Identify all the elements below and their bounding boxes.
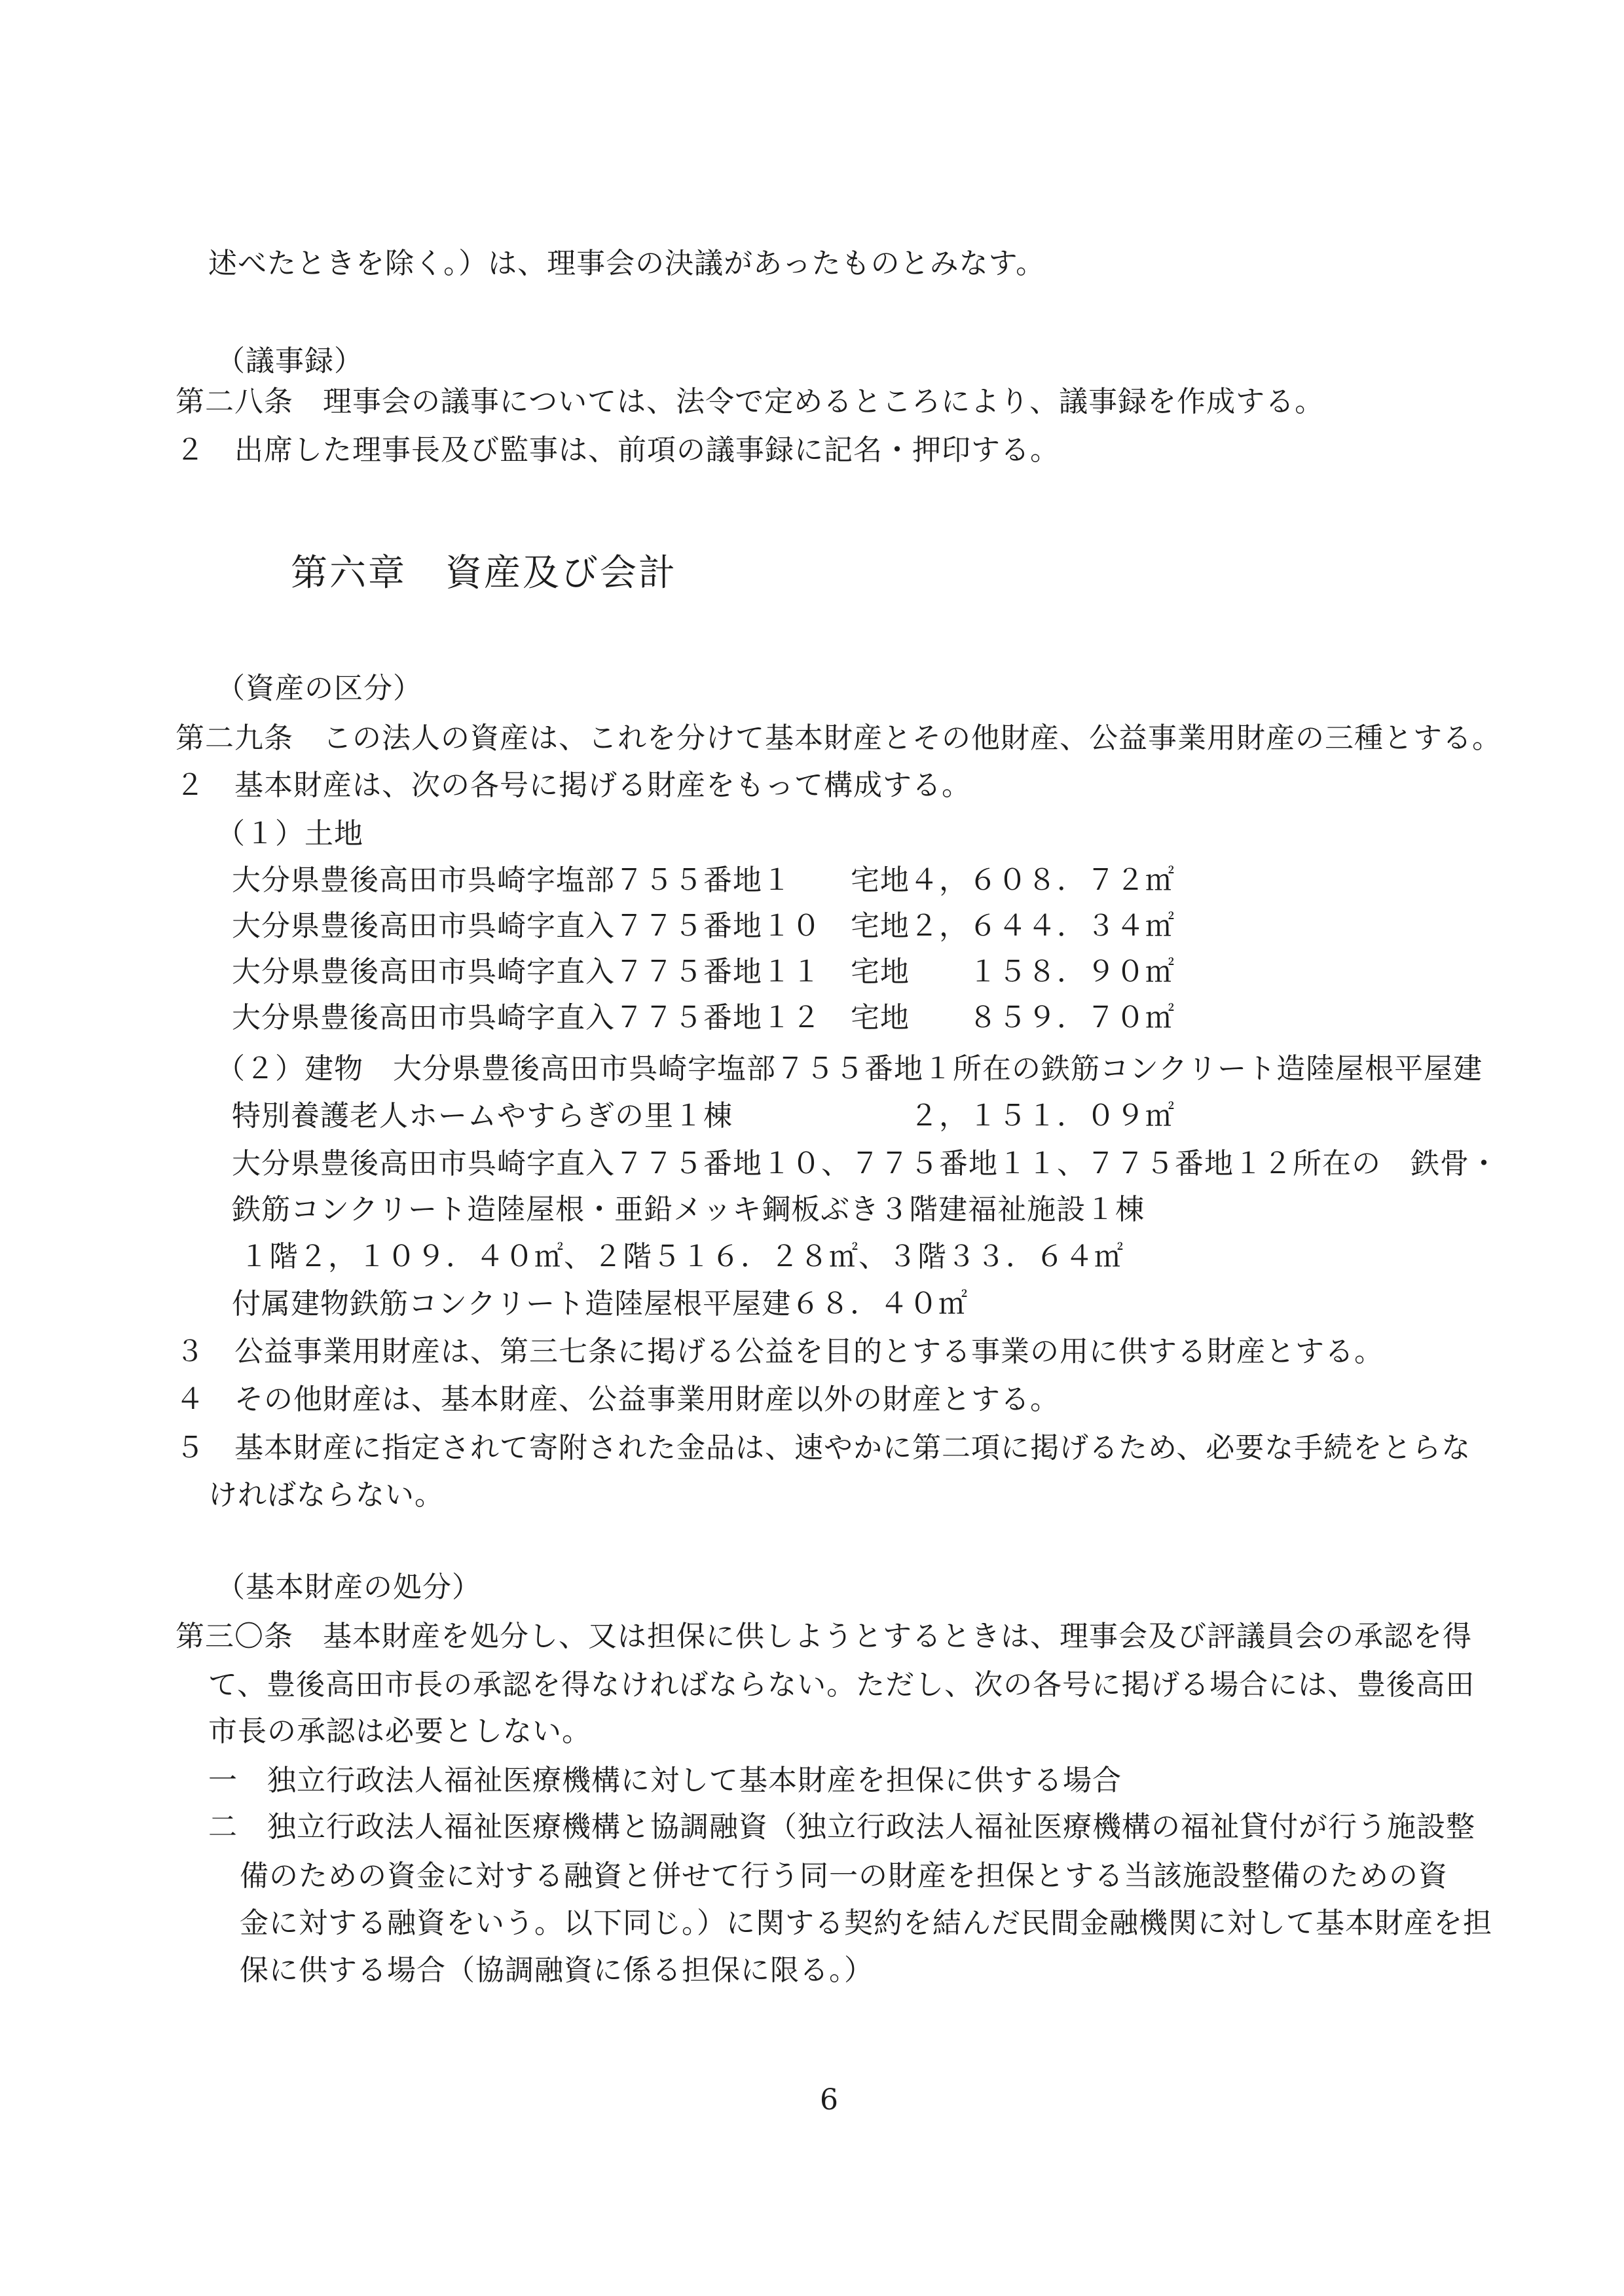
article-30-item-2-line-4: 保に供する場合（協調融資に係る担保に限る。） xyxy=(240,1954,874,1987)
item-building-heading: （２）建物 大分県豊後高田市呉崎字塩部７５５番地１所在の鉄筋コンクリート造陸屋根平屋建 xyxy=(216,1052,1483,1085)
continued-text-line: 述べたときを除く。）は、理事会の決議があったものとみなす。 xyxy=(208,247,1046,280)
article-heading-minutes: （議事録） xyxy=(216,344,363,378)
article-29-paragraph-2: ２ 基本財産は、次の各号に掲げる財産をもって構成する。 xyxy=(175,769,971,802)
article-28-paragraph-2: ２ 出席した理事長及び監事は、前項の議事録に記名・押印する。 xyxy=(175,433,1060,467)
article-30-item-2-line-3: 金に対する融資をいう。以下同じ。）に関する契約を結んだ民間金融機関に対して基本財産を担 xyxy=(240,1906,1492,1940)
land-entry-3: 大分県豊後高田市呉崎字直入７７５番地１１ 宅地 １５８．９０㎡ xyxy=(232,955,1175,989)
article-30-text-1: 第三〇条 基本財産を処分し、又は担保に供しようとするときは、理事会及び評議員会の承認を得 xyxy=(175,1620,1472,1653)
article-29-text: 第二九条 この法人の資産は、これを分けて基本財産とその他財産、公益事業用財産の三種とする。 xyxy=(175,721,1502,755)
item-land-heading: （１）土地 xyxy=(216,817,363,850)
article-30-item-2-line-2: 備のための資金に対する融資と併せて行う同一の財産を担保とする当該施設整備のための資 xyxy=(240,1859,1448,1893)
building-entry-1: 特別養護老人ホームやすらぎの里１棟 ２，１５１．０９㎡ xyxy=(232,1099,1175,1133)
article-29-paragraph-4: ４ その他財産は、基本財産、公益事業用財産以外の財産とする。 xyxy=(175,1383,1060,1416)
building-entry-2-address: 大分県豊後高田市呉崎字直入７７５番地１０、７７５番地１１、７７５番地１２所在の 鉄骨・ xyxy=(232,1147,1499,1180)
building-entry-2-structure: 鉄筋コンクリート造陸屋根・亜鉛メッキ鋼板ぶき３階建福祉施設１棟 xyxy=(232,1193,1145,1226)
article-30-item-2-line-1: 二 独立行政法人福祉医療機構と協調融資（独立行政法人福祉医療機構の福祉貸付が行う施設整 xyxy=(208,1810,1475,1844)
chapter-title: 第六章 資産及び会計 xyxy=(291,552,677,594)
article-heading-disposal: （基本財産の処分） xyxy=(216,1571,481,1604)
article-29-paragraph-3: ３ 公益事業用財産は、第三七条に掲げる公益を目的とする事業の用に供する財産とする。 xyxy=(175,1335,1384,1368)
page-number: 6 xyxy=(820,2083,839,2117)
building-entry-2-floor-areas: １階２，１０９．４０㎡、２階５１６．２８㎡、３階３３．６４㎡ xyxy=(240,1240,1124,1273)
annex-building-entry: 付属建物鉄筋コンクリート造陸屋根平屋建６８．４０㎡ xyxy=(232,1287,969,1321)
article-30-text-3: 市長の承認は必要としない。 xyxy=(208,1715,591,1748)
article-30-text-2: て、豊後高田市長の承認を得なければならない。ただし、次の各号に掲げる場合には、豊後高田 xyxy=(208,1668,1475,1702)
land-entry-2: 大分県豊後高田市呉崎字直入７７５番地１０ 宅地２，６４４．３４㎡ xyxy=(232,909,1175,943)
article-heading-asset-classification: （資産の区分） xyxy=(216,672,422,705)
article-28-text: 第二八条 理事会の議事については、法令で定めるところにより、議事録を作成する。 xyxy=(175,385,1325,418)
article-29-paragraph-5: ５ 基本財産に指定されて寄附された金品は、速やかに第二項に掲げるため、必要な手続をとらな xyxy=(175,1431,1471,1465)
land-entry-4: 大分県豊後高田市呉崎字直入７７５番地１２ 宅地 ８５９．７０㎡ xyxy=(232,1001,1175,1034)
article-29-paragraph-5-continued: ければならない。 xyxy=(208,1478,444,1512)
land-entry-1: 大分県豊後高田市呉崎字塩部７５５番地１ 宅地４，６０８．７２㎡ xyxy=(232,864,1175,897)
article-30-item-1: 一 独立行政法人福祉医療機構に対して基本財産を担保に供する場合 xyxy=(208,1764,1122,1797)
